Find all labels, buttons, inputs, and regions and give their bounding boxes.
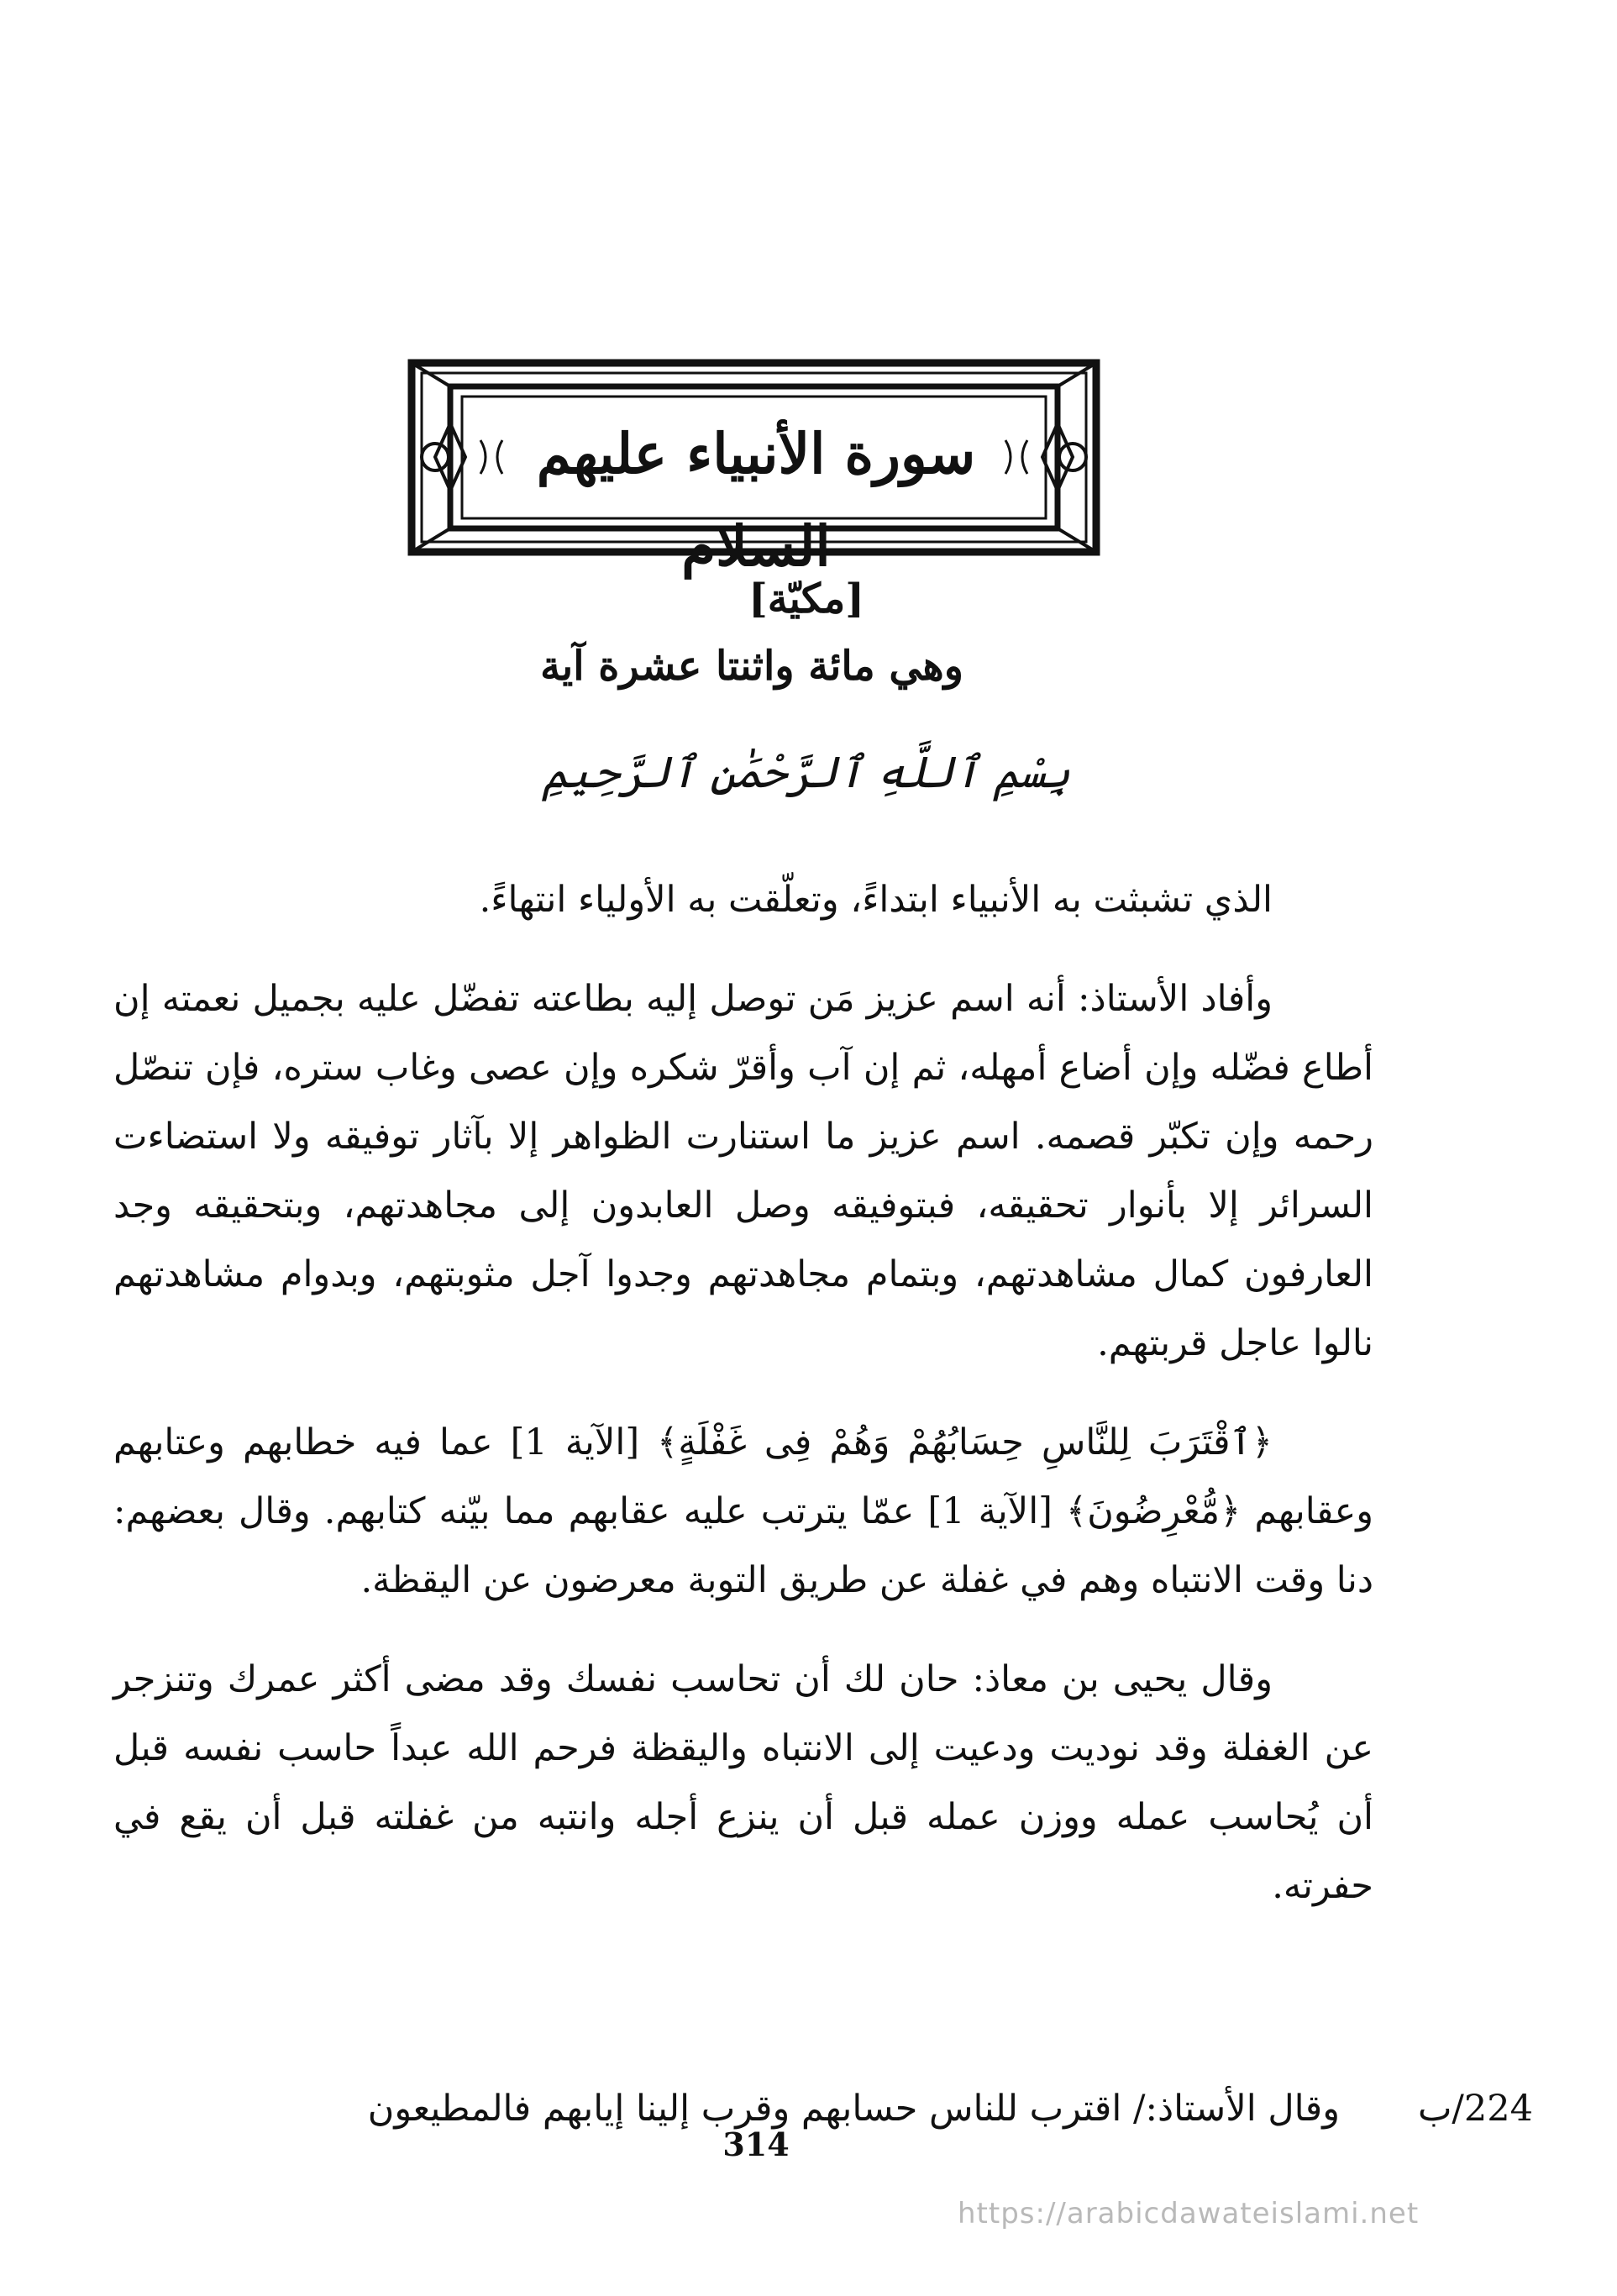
folio-marker: 224/ب (1417, 2088, 1533, 2130)
paragraph: وأفاد الأستاذ: أنه اسم عزيز مَن توصل إليه بطاعته تفضّل عليه بجميل نعمته إن أطاع فضّله وإن أضاع أمهله، ثم إن آب وأقرّ شكره وإن عصى وغاب ستره، فإن تنصّل رحمه وإن تكبّر قصمه. اسم عزيز ما استنارت الظواهر إلا بآثار توفيقه ولا استضاءت السرائر إلا بأنوار تحقيقه، فبتوفيقه وصل العابدون إلى مجاهدتهم، وبتحقيقه وجد العارفون كمال مشاهدتهم، وبتمام مجاهدتهم وجدوا آجل مثوبتهم، وبدوام مشاهدتهم نالوا عاجل قربتهم. (113, 978, 1374, 1364)
page-number: 314 (722, 2125, 790, 2163)
ayat-count: وهي مائة واثنتا عشرة آية (540, 643, 963, 690)
catchword: وقال الأستاذ:/ اقترب للناس حسابهم وقرب إلينا إيابهم فالمطيعون (367, 2088, 1340, 2130)
paragraph: ﴿ٱقْتَرَبَ لِلنَّاسِ حِسَابُهُمْ وَهُمْ فِى غَفْلَةٍ﴾ [الآية 1] عما فيه خطابهم وعتابهم وعقابهم ﴿مُّعْرِضُونَ﴾ [الآية 1] عمّا يترتب عليه عقابهم مما بيّنه كتابهم. وقال بعضهم: دنا وقت الانتباه وهم في غفلة عن طريق التوبة معرضون عن اليقظة. (113, 1421, 1373, 1601)
sura-title: سورة الأنبياء عليهم السلام (536, 421, 976, 579)
basmala: بِسْمِ ٱللَّهِ ٱلرَّحْمَٰنِ ٱلرَّحِيمِ (542, 748, 1071, 798)
paragraph: الذي تشبثت به الأنبياء ابتداءً، وتعلّقت به الأولياء انتهاءً. (479, 879, 1273, 921)
paragraph: وقال يحيى بن معاذ: حان لك أن تحاسب نفسك وقد مضى أكثر عمرك وتنزجر عن الغفلة وقد نوديت ودعيت إلى الانتباه واليقظة فرحم الله عبداً حاسب نفسه قبل أن يُحاسب عمله ووزن عمله قبل أن ينزع أجله وانتبه من غفلته قبل أن يقع في حفرته. (113, 1658, 1373, 1907)
watermark-url: https://arabicdawateislami.net (958, 2197, 1420, 2230)
revelation-type: [مكيّة] (748, 575, 864, 623)
commentary-body (113, 865, 1373, 1951)
